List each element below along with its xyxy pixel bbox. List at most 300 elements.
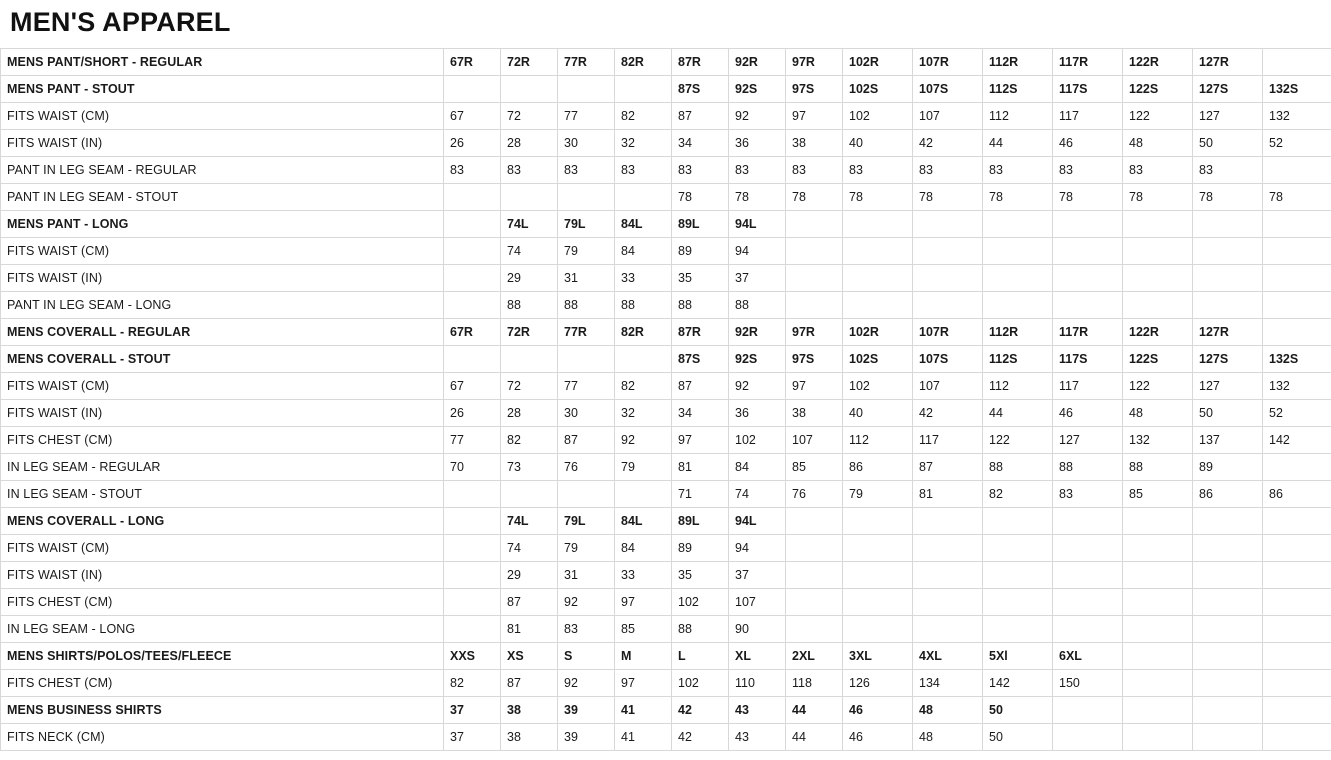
table-cell: 78: [672, 183, 729, 210]
table-cell-empty: [1053, 588, 1123, 615]
table-cell: 41: [615, 696, 672, 723]
table-cell: 67: [444, 372, 501, 399]
table-cell: 33: [615, 264, 672, 291]
table-cell: 107: [913, 102, 983, 129]
table-cell-empty: [913, 615, 983, 642]
table-cell: 2XL: [786, 642, 843, 669]
table-cell: 88: [729, 291, 786, 318]
table-cell-empty: [558, 75, 615, 102]
table-cell-empty: [983, 534, 1053, 561]
table-cell: 70: [444, 453, 501, 480]
table-cell: 83: [913, 156, 983, 183]
table-cell: 126: [843, 669, 913, 696]
table-cell: 32: [615, 129, 672, 156]
table-cell: 48: [1123, 399, 1193, 426]
table-cell-empty: [1123, 291, 1193, 318]
table-row: [1, 480, 1331, 507]
table-cell: 122S: [1123, 75, 1193, 102]
table-cell: 88: [983, 453, 1053, 480]
table-cell: 40: [843, 399, 913, 426]
table-cell-empty: [786, 237, 843, 264]
table-cell-empty: [1263, 669, 1331, 696]
row-label: FITS WAIST (CM): [1, 102, 444, 129]
table-cell: 82: [615, 372, 672, 399]
table-cell: L: [672, 642, 729, 669]
table-cell: 127R: [1193, 318, 1263, 345]
table-cell-empty: [444, 237, 501, 264]
table-cell: 37: [444, 696, 501, 723]
table-cell-empty: [786, 264, 843, 291]
table-cell: 28: [501, 399, 558, 426]
table-cell-empty: [1263, 318, 1331, 345]
table-cell-empty: [913, 264, 983, 291]
table-cell: 35: [672, 561, 729, 588]
table-cell-empty: [1263, 210, 1331, 237]
table-cell: 37: [444, 723, 501, 750]
table-cell: 122R: [1123, 48, 1193, 75]
table-cell: 71: [672, 480, 729, 507]
size-chart-table: [0, 48, 1331, 751]
table-cell-empty: [1053, 534, 1123, 561]
table-cell-empty: [501, 75, 558, 102]
table-cell: 73: [501, 453, 558, 480]
table-cell: 52: [1263, 399, 1331, 426]
row-label: FITS NECK (CM): [1, 723, 444, 750]
table-cell: 43: [729, 696, 786, 723]
row-label: IN LEG SEAM - LONG: [1, 615, 444, 642]
table-cell: 122: [1123, 102, 1193, 129]
table-cell: 3XL: [843, 642, 913, 669]
table-cell: 87S: [672, 75, 729, 102]
table-cell: 78: [1193, 183, 1263, 210]
table-cell-empty: [913, 507, 983, 534]
table-cell: 102S: [843, 345, 913, 372]
row-label: PANT IN LEG SEAM - REGULAR: [1, 156, 444, 183]
table-cell-empty: [1053, 237, 1123, 264]
table-cell: 112: [983, 102, 1053, 129]
table-row: [1, 399, 1331, 426]
table-cell: 44: [786, 723, 843, 750]
table-cell: 39: [558, 723, 615, 750]
table-cell-empty: [1053, 615, 1123, 642]
table-cell: 137: [1193, 426, 1263, 453]
table-cell-empty: [983, 210, 1053, 237]
table-cell: 78: [913, 183, 983, 210]
table-cell-empty: [1193, 561, 1263, 588]
table-cell-empty: [1193, 642, 1263, 669]
table-cell-empty: [1123, 615, 1193, 642]
size-chart-body: [1, 48, 1331, 750]
table-cell: 132S: [1263, 75, 1331, 102]
table-cell: 112S: [983, 345, 1053, 372]
table-cell: 84L: [615, 210, 672, 237]
table-cell: 127: [1193, 372, 1263, 399]
table-cell-empty: [1053, 561, 1123, 588]
table-cell: 83: [444, 156, 501, 183]
table-cell-empty: [983, 507, 1053, 534]
table-cell-empty: [983, 291, 1053, 318]
table-cell: 97: [786, 102, 843, 129]
table-cell: 26: [444, 129, 501, 156]
table-cell: 87: [672, 372, 729, 399]
table-cell: 82: [615, 102, 672, 129]
table-cell: 87: [672, 102, 729, 129]
table-cell-empty: [1123, 642, 1193, 669]
row-header-label: MENS SHIRTS/POLOS/TEES/FLEECE: [1, 642, 444, 669]
table-cell: 82: [444, 669, 501, 696]
table-cell-empty: [1193, 507, 1263, 534]
row-label: FITS CHEST (CM): [1, 588, 444, 615]
table-cell: 78: [843, 183, 913, 210]
table-cell-empty: [843, 507, 913, 534]
table-cell-empty: [615, 345, 672, 372]
table-cell: 83: [729, 156, 786, 183]
table-cell-empty: [843, 615, 913, 642]
table-cell: 34: [672, 129, 729, 156]
page-title: MEN'S APPAREL: [10, 7, 231, 37]
row-label: FITS WAIST (IN): [1, 264, 444, 291]
table-cell-empty: [501, 183, 558, 210]
table-cell-empty: [444, 480, 501, 507]
table-cell: 132: [1123, 426, 1193, 453]
table-cell: 29: [501, 561, 558, 588]
table-cell: 102S: [843, 75, 913, 102]
table-cell: 88: [672, 615, 729, 642]
table-cell-empty: [1193, 291, 1263, 318]
table-cell: 102R: [843, 318, 913, 345]
table-cell: 112: [983, 372, 1053, 399]
table-cell-empty: [1053, 696, 1123, 723]
table-cell: 107S: [913, 345, 983, 372]
table-cell: 85: [1123, 480, 1193, 507]
table-row: [1, 507, 1331, 534]
table-cell: 77: [558, 372, 615, 399]
table-cell: 127S: [1193, 345, 1263, 372]
table-cell: 83: [786, 156, 843, 183]
table-cell: 46: [843, 723, 913, 750]
table-cell: XXS: [444, 642, 501, 669]
table-row: [1, 291, 1331, 318]
table-cell: 34: [672, 399, 729, 426]
table-cell: 92: [729, 102, 786, 129]
table-cell: 97: [672, 426, 729, 453]
table-cell: 79L: [558, 507, 615, 534]
table-cell-empty: [786, 534, 843, 561]
table-cell: 89: [1193, 453, 1263, 480]
table-cell: 92S: [729, 345, 786, 372]
table-row: [1, 561, 1331, 588]
table-cell: 112: [843, 426, 913, 453]
row-label: IN LEG SEAM - STOUT: [1, 480, 444, 507]
table-cell: 81: [672, 453, 729, 480]
table-cell: 86: [1263, 480, 1331, 507]
row-label: FITS WAIST (CM): [1, 372, 444, 399]
table-cell: 39: [558, 696, 615, 723]
table-cell: 48: [1123, 129, 1193, 156]
table-cell: 77: [444, 426, 501, 453]
table-cell: 92S: [729, 75, 786, 102]
table-cell-empty: [913, 291, 983, 318]
table-cell-empty: [1193, 615, 1263, 642]
table-cell: 94: [729, 534, 786, 561]
table-cell-empty: [615, 183, 672, 210]
table-cell: 78: [983, 183, 1053, 210]
table-cell: 117S: [1053, 345, 1123, 372]
table-cell: 87S: [672, 345, 729, 372]
table-cell: 38: [786, 399, 843, 426]
table-cell: 102: [729, 426, 786, 453]
table-cell: 67R: [444, 48, 501, 75]
row-label: IN LEG SEAM - REGULAR: [1, 453, 444, 480]
table-cell: 122S: [1123, 345, 1193, 372]
table-cell: 117: [1053, 372, 1123, 399]
row-label: FITS WAIST (IN): [1, 129, 444, 156]
table-cell: 4XL: [913, 642, 983, 669]
table-cell: 118: [786, 669, 843, 696]
table-cell: 48: [913, 723, 983, 750]
table-cell-empty: [983, 264, 1053, 291]
table-cell: 38: [501, 723, 558, 750]
table-cell: 87: [501, 669, 558, 696]
table-cell-empty: [444, 561, 501, 588]
table-cell: 107R: [913, 318, 983, 345]
table-cell: 102R: [843, 48, 913, 75]
table-cell: 67: [444, 102, 501, 129]
table-cell: M: [615, 642, 672, 669]
table-cell-empty: [444, 291, 501, 318]
table-row: [1, 723, 1331, 750]
table-row: [1, 183, 1331, 210]
table-cell: 87R: [672, 318, 729, 345]
table-row: [1, 372, 1331, 399]
table-cell: 29: [501, 264, 558, 291]
table-cell-empty: [1263, 723, 1331, 750]
table-cell: 78: [729, 183, 786, 210]
table-cell: 127: [1193, 102, 1263, 129]
table-cell: 30: [558, 129, 615, 156]
table-cell-empty: [444, 507, 501, 534]
table-cell: 52: [1263, 129, 1331, 156]
table-cell-empty: [843, 588, 913, 615]
row-label: FITS WAIST (CM): [1, 237, 444, 264]
table-cell-empty: [1053, 210, 1123, 237]
table-cell: 79L: [558, 210, 615, 237]
table-cell: 84: [615, 237, 672, 264]
table-cell: 83: [1193, 156, 1263, 183]
row-label: FITS CHEST (CM): [1, 669, 444, 696]
table-cell-empty: [983, 237, 1053, 264]
table-cell-empty: [615, 480, 672, 507]
table-cell: 50: [1193, 129, 1263, 156]
table-cell: 36: [729, 129, 786, 156]
table-cell: 88: [558, 291, 615, 318]
table-cell: 127R: [1193, 48, 1263, 75]
row-header-label: MENS COVERALL - STOUT: [1, 345, 444, 372]
table-cell: 78: [1123, 183, 1193, 210]
table-cell: 77: [558, 102, 615, 129]
table-cell: 83: [615, 156, 672, 183]
table-cell: 87R: [672, 48, 729, 75]
table-cell: 132: [1263, 372, 1331, 399]
table-cell: 83: [501, 156, 558, 183]
table-cell: 72R: [501, 318, 558, 345]
table-cell: 82R: [615, 48, 672, 75]
table-cell: 92: [558, 588, 615, 615]
table-cell: 85: [615, 615, 672, 642]
table-cell: 77R: [558, 48, 615, 75]
table-cell: 72: [501, 372, 558, 399]
table-cell: 33: [615, 561, 672, 588]
table-cell: 50: [983, 696, 1053, 723]
table-cell: 74: [501, 534, 558, 561]
table-cell: 97S: [786, 345, 843, 372]
table-cell: 44: [983, 129, 1053, 156]
row-label: PANT IN LEG SEAM - LONG: [1, 291, 444, 318]
table-cell-empty: [1053, 507, 1123, 534]
table-cell: 88: [672, 291, 729, 318]
table-cell: 88: [1123, 453, 1193, 480]
table-cell: 132S: [1263, 345, 1331, 372]
table-cell: 46: [843, 696, 913, 723]
table-cell: 78: [1263, 183, 1331, 210]
table-cell: 134: [913, 669, 983, 696]
table-cell: 97R: [786, 48, 843, 75]
table-cell: 36: [729, 399, 786, 426]
table-cell-empty: [983, 561, 1053, 588]
table-cell-empty: [1053, 264, 1123, 291]
table-row: [1, 48, 1331, 75]
table-cell: 31: [558, 561, 615, 588]
table-row: [1, 264, 1331, 291]
table-cell: 83: [1053, 156, 1123, 183]
table-cell: 50: [1193, 399, 1263, 426]
table-cell: 97: [615, 669, 672, 696]
table-cell: 102: [672, 669, 729, 696]
table-cell-empty: [1123, 588, 1193, 615]
table-cell: 32: [615, 399, 672, 426]
table-cell: 81: [913, 480, 983, 507]
table-cell-empty: [843, 237, 913, 264]
table-cell: 5Xl: [983, 642, 1053, 669]
table-cell: 46: [1053, 129, 1123, 156]
table-cell-empty: [1263, 561, 1331, 588]
table-cell: 122: [1123, 372, 1193, 399]
table-cell: 122: [983, 426, 1053, 453]
table-cell: 88: [501, 291, 558, 318]
table-cell: 122R: [1123, 318, 1193, 345]
table-cell: 94L: [729, 507, 786, 534]
table-cell-empty: [843, 264, 913, 291]
table-cell-empty: [1053, 723, 1123, 750]
table-cell: 72: [501, 102, 558, 129]
table-cell: 82: [983, 480, 1053, 507]
table-cell: 107: [729, 588, 786, 615]
table-cell-empty: [786, 210, 843, 237]
table-cell-empty: [1193, 210, 1263, 237]
table-cell-empty: [1263, 507, 1331, 534]
table-row: [1, 453, 1331, 480]
table-cell: 72R: [501, 48, 558, 75]
table-cell: 87: [558, 426, 615, 453]
table-cell-empty: [501, 480, 558, 507]
table-cell: S: [558, 642, 615, 669]
table-cell: 74L: [501, 210, 558, 237]
table-cell-empty: [444, 534, 501, 561]
table-cell-empty: [913, 210, 983, 237]
table-cell: 67R: [444, 318, 501, 345]
table-cell: 117R: [1053, 318, 1123, 345]
table-cell-empty: [1123, 534, 1193, 561]
table-cell-empty: [1263, 156, 1331, 183]
table-cell: 84L: [615, 507, 672, 534]
table-cell-empty: [1263, 534, 1331, 561]
table-cell: 50: [983, 723, 1053, 750]
table-cell: 40: [843, 129, 913, 156]
table-cell: 89L: [672, 507, 729, 534]
table-cell: 79: [843, 480, 913, 507]
table-cell-empty: [843, 534, 913, 561]
table-cell-empty: [1193, 264, 1263, 291]
table-cell: 107R: [913, 48, 983, 75]
table-cell: 42: [913, 399, 983, 426]
table-row: [1, 237, 1331, 264]
table-cell: 28: [501, 129, 558, 156]
table-cell-empty: [1123, 696, 1193, 723]
table-cell: 88: [615, 291, 672, 318]
table-cell-empty: [1263, 642, 1331, 669]
table-cell-empty: [843, 210, 913, 237]
table-row: [1, 696, 1331, 723]
table-cell: 78: [786, 183, 843, 210]
table-cell: 112R: [983, 318, 1053, 345]
table-cell: 82R: [615, 318, 672, 345]
table-cell-empty: [786, 291, 843, 318]
table-cell: 83: [558, 156, 615, 183]
row-header-label: MENS COVERALL - REGULAR: [1, 318, 444, 345]
table-cell: 102: [843, 372, 913, 399]
table-cell: 37: [729, 561, 786, 588]
table-cell: 117R: [1053, 48, 1123, 75]
table-cell-empty: [1193, 669, 1263, 696]
table-cell: 117: [1053, 102, 1123, 129]
table-cell: 102: [672, 588, 729, 615]
table-cell: 37: [729, 264, 786, 291]
table-row: [1, 669, 1331, 696]
table-cell: 76: [558, 453, 615, 480]
table-cell-empty: [1193, 723, 1263, 750]
table-cell: 89: [672, 534, 729, 561]
table-cell: 92R: [729, 48, 786, 75]
row-label: FITS WAIST (IN): [1, 561, 444, 588]
table-row: [1, 615, 1331, 642]
table-cell: 84: [615, 534, 672, 561]
table-cell: 107: [913, 372, 983, 399]
table-cell-empty: [913, 561, 983, 588]
table-cell: 142: [983, 669, 1053, 696]
table-cell-empty: [444, 615, 501, 642]
row-label: FITS WAIST (CM): [1, 534, 444, 561]
table-cell: 74: [501, 237, 558, 264]
table-cell-empty: [444, 183, 501, 210]
table-cell: 76: [786, 480, 843, 507]
table-cell: 44: [786, 696, 843, 723]
table-cell-empty: [983, 615, 1053, 642]
table-cell: 74: [729, 480, 786, 507]
table-cell: 38: [786, 129, 843, 156]
table-cell-empty: [444, 588, 501, 615]
table-row: [1, 75, 1331, 102]
table-cell-empty: [786, 507, 843, 534]
